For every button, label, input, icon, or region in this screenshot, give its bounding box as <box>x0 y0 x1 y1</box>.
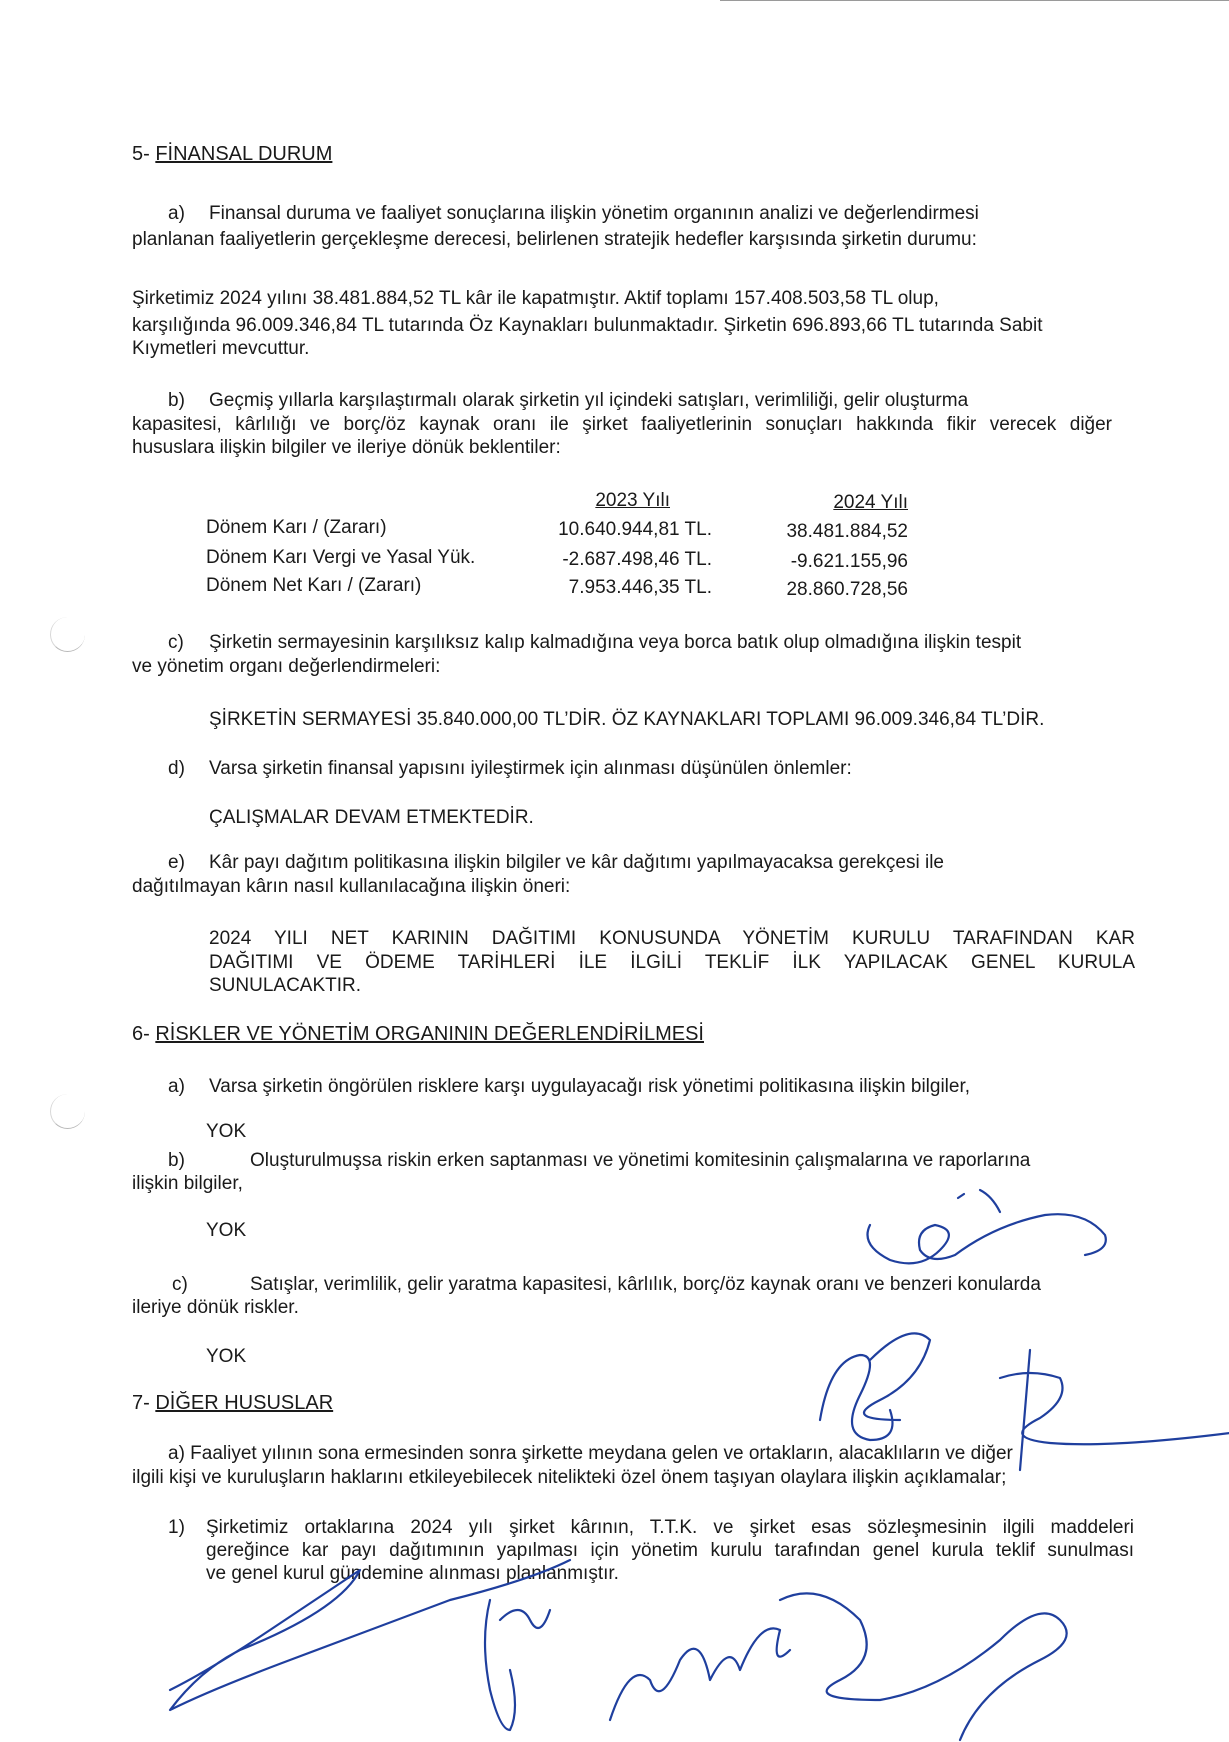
item-5d-line1: Varsa şirketin finansal yapısını iyileştirmek için alınması düşünülen önlemler: <box>209 758 852 779</box>
item-6c-line1: Satışlar, verimlilik, gelir yaratma kapasitesi, kârlılık, borç/öz kaynak oranı ve benzeri konularda <box>250 1274 1041 1295</box>
summary-line1: Şirketimiz 2024 yılını 38.481.884,52 TL kâr ile kapatmıştır. Aktif toplamı 157.408.503,58 TL olup, <box>132 288 939 309</box>
signature-1-mark <box>958 1190 1000 1212</box>
item-5a-line2: planlanan faaliyetlerin gerçekleşme derecesi, belirlenen stratejik hedefler karşısında şirketin durumu: <box>132 229 977 250</box>
scan-edge-line <box>720 0 1229 1</box>
item-6b-line2: ilişkin bilgiler, <box>132 1173 243 1194</box>
section-6-number: 6- <box>132 1023 156 1045</box>
item-5b-line1: Geçmiş yıllarla karşılaştırmalı olarak şirketin yıl içindeki satışları, verimliliği, gelir oluşturma <box>209 390 969 411</box>
punch-hole-mark <box>50 1094 85 1129</box>
table-row-label: Dönem Karı Vergi ve Yasal Yük. <box>206 547 476 568</box>
item-6a-answer: YOK <box>206 1121 247 1142</box>
item-6c-answer: YOK <box>206 1346 247 1367</box>
item-7a-line1: a) Faaliyet yılının sona ermesinden sonra şirkette meydana gelen ve ortakların, alacaklıların ve diğer <box>168 1443 1013 1464</box>
item-5a-line1: Finansal duruma ve faaliyet sonuçlarına ilişkin yönetim organının analizi ve değerlendirmesi <box>209 203 979 224</box>
item-7a-line2: ilgili kişi ve kuruluşların haklarını etkileyebilecek nitelikteki özel önem taşıyan olaylara ilişkin açıklamalar; <box>132 1467 1007 1488</box>
item-6c-line2: ileriye dönük riskler. <box>132 1297 299 1318</box>
summary-line3: Kıymetleri mevcuttur. <box>132 338 310 359</box>
item-5e-line1: Kâr payı dağıtım politikasına ilişkin bilgiler ve kâr dağıtımı yapılmayacaksa gerekçesi ile <box>209 852 944 873</box>
item-5e-answer-line2: DAĞITIMI VE ÖDEME TARİHLERİ İLE İLGİLİ TEKLİF İLK YAPILACAK GENEL KURULA <box>209 952 1135 973</box>
section-7-title: DİĞER HUSUSLAR <box>155 1392 334 1414</box>
item-5d-answer: ÇALIŞMALAR DEVAM ETMEKTEDİR. <box>209 807 534 828</box>
item-7-1-line1: Şirketimiz ortaklarına 2024 yılı şirket kârının, T.T.K. ve şirket esas sözleşmesinin ilgili maddeleri <box>206 1517 1134 1538</box>
punch-hole-mark <box>50 617 85 652</box>
item-5e-line2: dağıtılmayan kârın nasıl kullanılacağına ilişkin öneri: <box>132 876 571 897</box>
item-5c-line1: Şirketin sermayesinin karşılıksız kalıp kalmadığına veya borca batık olup olmadığına ilişkin tespit <box>209 632 1022 653</box>
table-cell-2023: -2.687.498,46 TL. <box>562 549 712 570</box>
item-5c-label: c) <box>168 632 184 653</box>
table-cell-2023: 7.953.446,35 TL. <box>568 577 712 598</box>
item-7-1-line3: ve genel kurul gündemine alınması planlanmıştır. <box>206 1563 619 1584</box>
item-6b-label: b) <box>168 1150 185 1171</box>
item-6a-line1: Varsa şirketin öngörülen risklere karşı uygulayacağı risk yönetimi politikasına ilişkin bilgiler, <box>209 1076 971 1097</box>
item-5c-line2: ve yönetim organı değerlendirmeleri: <box>132 656 441 677</box>
item-7-1-label: 1) <box>168 1517 185 1538</box>
table-row-label: Dönem Net Karı / (Zararı) <box>206 575 422 596</box>
item-5b-label: b) <box>168 390 185 411</box>
table-cell-2024: -9.621.155,96 <box>790 551 908 572</box>
item-5d-label: d) <box>168 758 185 779</box>
summary-line2: karşılığında 96.009.346,84 TL tutarında Öz Kaynakları bulunmaktadır. Şirketin 696.893,66 TL tutarında Sabit <box>132 315 1043 336</box>
item-5c-answer: ŞİRKETİN SERMAYESİ 35.840.000,00 TL’DİR. ÖZ KAYNAKLARI TOPLAMI 96.009.346,84 TL’DİR. <box>209 709 1045 730</box>
item-7-1-line2: gereğince kar payı dağıtımının yapılması için yönetim kurulu tarafından genel kurula teklif sunulması <box>206 1540 1134 1561</box>
signature-5 <box>485 1600 550 1730</box>
item-6b-line1: Oluşturulmuşsa riskin erken saptanması ve yönetimi komitesinin çalışmalarına ve raporlarına <box>250 1150 1031 1171</box>
item-5e-label: e) <box>168 852 185 873</box>
item-6a-label: a) <box>168 1076 185 1097</box>
item-6c-label: c) <box>172 1274 188 1295</box>
section-5-title: FİNANSAL DURUM <box>155 143 333 165</box>
item-5b-line3: hususlara ilişkin bilgiler ve ileriye dönük beklentiler: <box>132 437 561 458</box>
table-cell-2024: 38.481.884,52 <box>786 521 908 542</box>
section-7-number: 7- <box>132 1392 156 1414</box>
item-5e-answer-line3: SUNULACAKTIR. <box>209 975 362 996</box>
section-6-heading <box>132 1023 704 1046</box>
item-6b-answer: YOK <box>206 1220 247 1241</box>
section-5-number: 5- <box>132 143 156 165</box>
signature-1 <box>868 1214 1106 1263</box>
signature-7 <box>780 1593 1067 1740</box>
table-row-label: Dönem Karı / (Zararı) <box>206 517 387 538</box>
table-header-2024: 2024 Yılı <box>833 492 908 513</box>
table-cell-2023: 10.640.944,81 TL. <box>558 519 712 540</box>
table-cell-2024: 28.860.728,56 <box>786 579 908 600</box>
section-6-title: RİSKLER VE YÖNETİM ORGANININ DEĞERLENDİRİLMESİ <box>155 1023 704 1045</box>
signature-2 <box>820 1333 930 1440</box>
item-5a-label: a) <box>168 203 185 224</box>
item-5b-line2: kapasitesi, kârlılığı ve borç/öz kaynak oranı ile şirket faaliyetlerinin sonuçları hakkında fikir verecek diğer <box>132 414 1112 435</box>
item-5e-answer-line1: 2024 YILI NET KARININ DAĞITIMI KONUSUNDA YÖNETİM KURULU TARAFINDAN KAR <box>209 928 1135 949</box>
signature-6 <box>610 1628 790 1720</box>
section-5-heading <box>132 143 332 166</box>
table-header-2023: 2023 Yılı <box>595 490 670 511</box>
section-7-heading <box>132 1392 333 1415</box>
